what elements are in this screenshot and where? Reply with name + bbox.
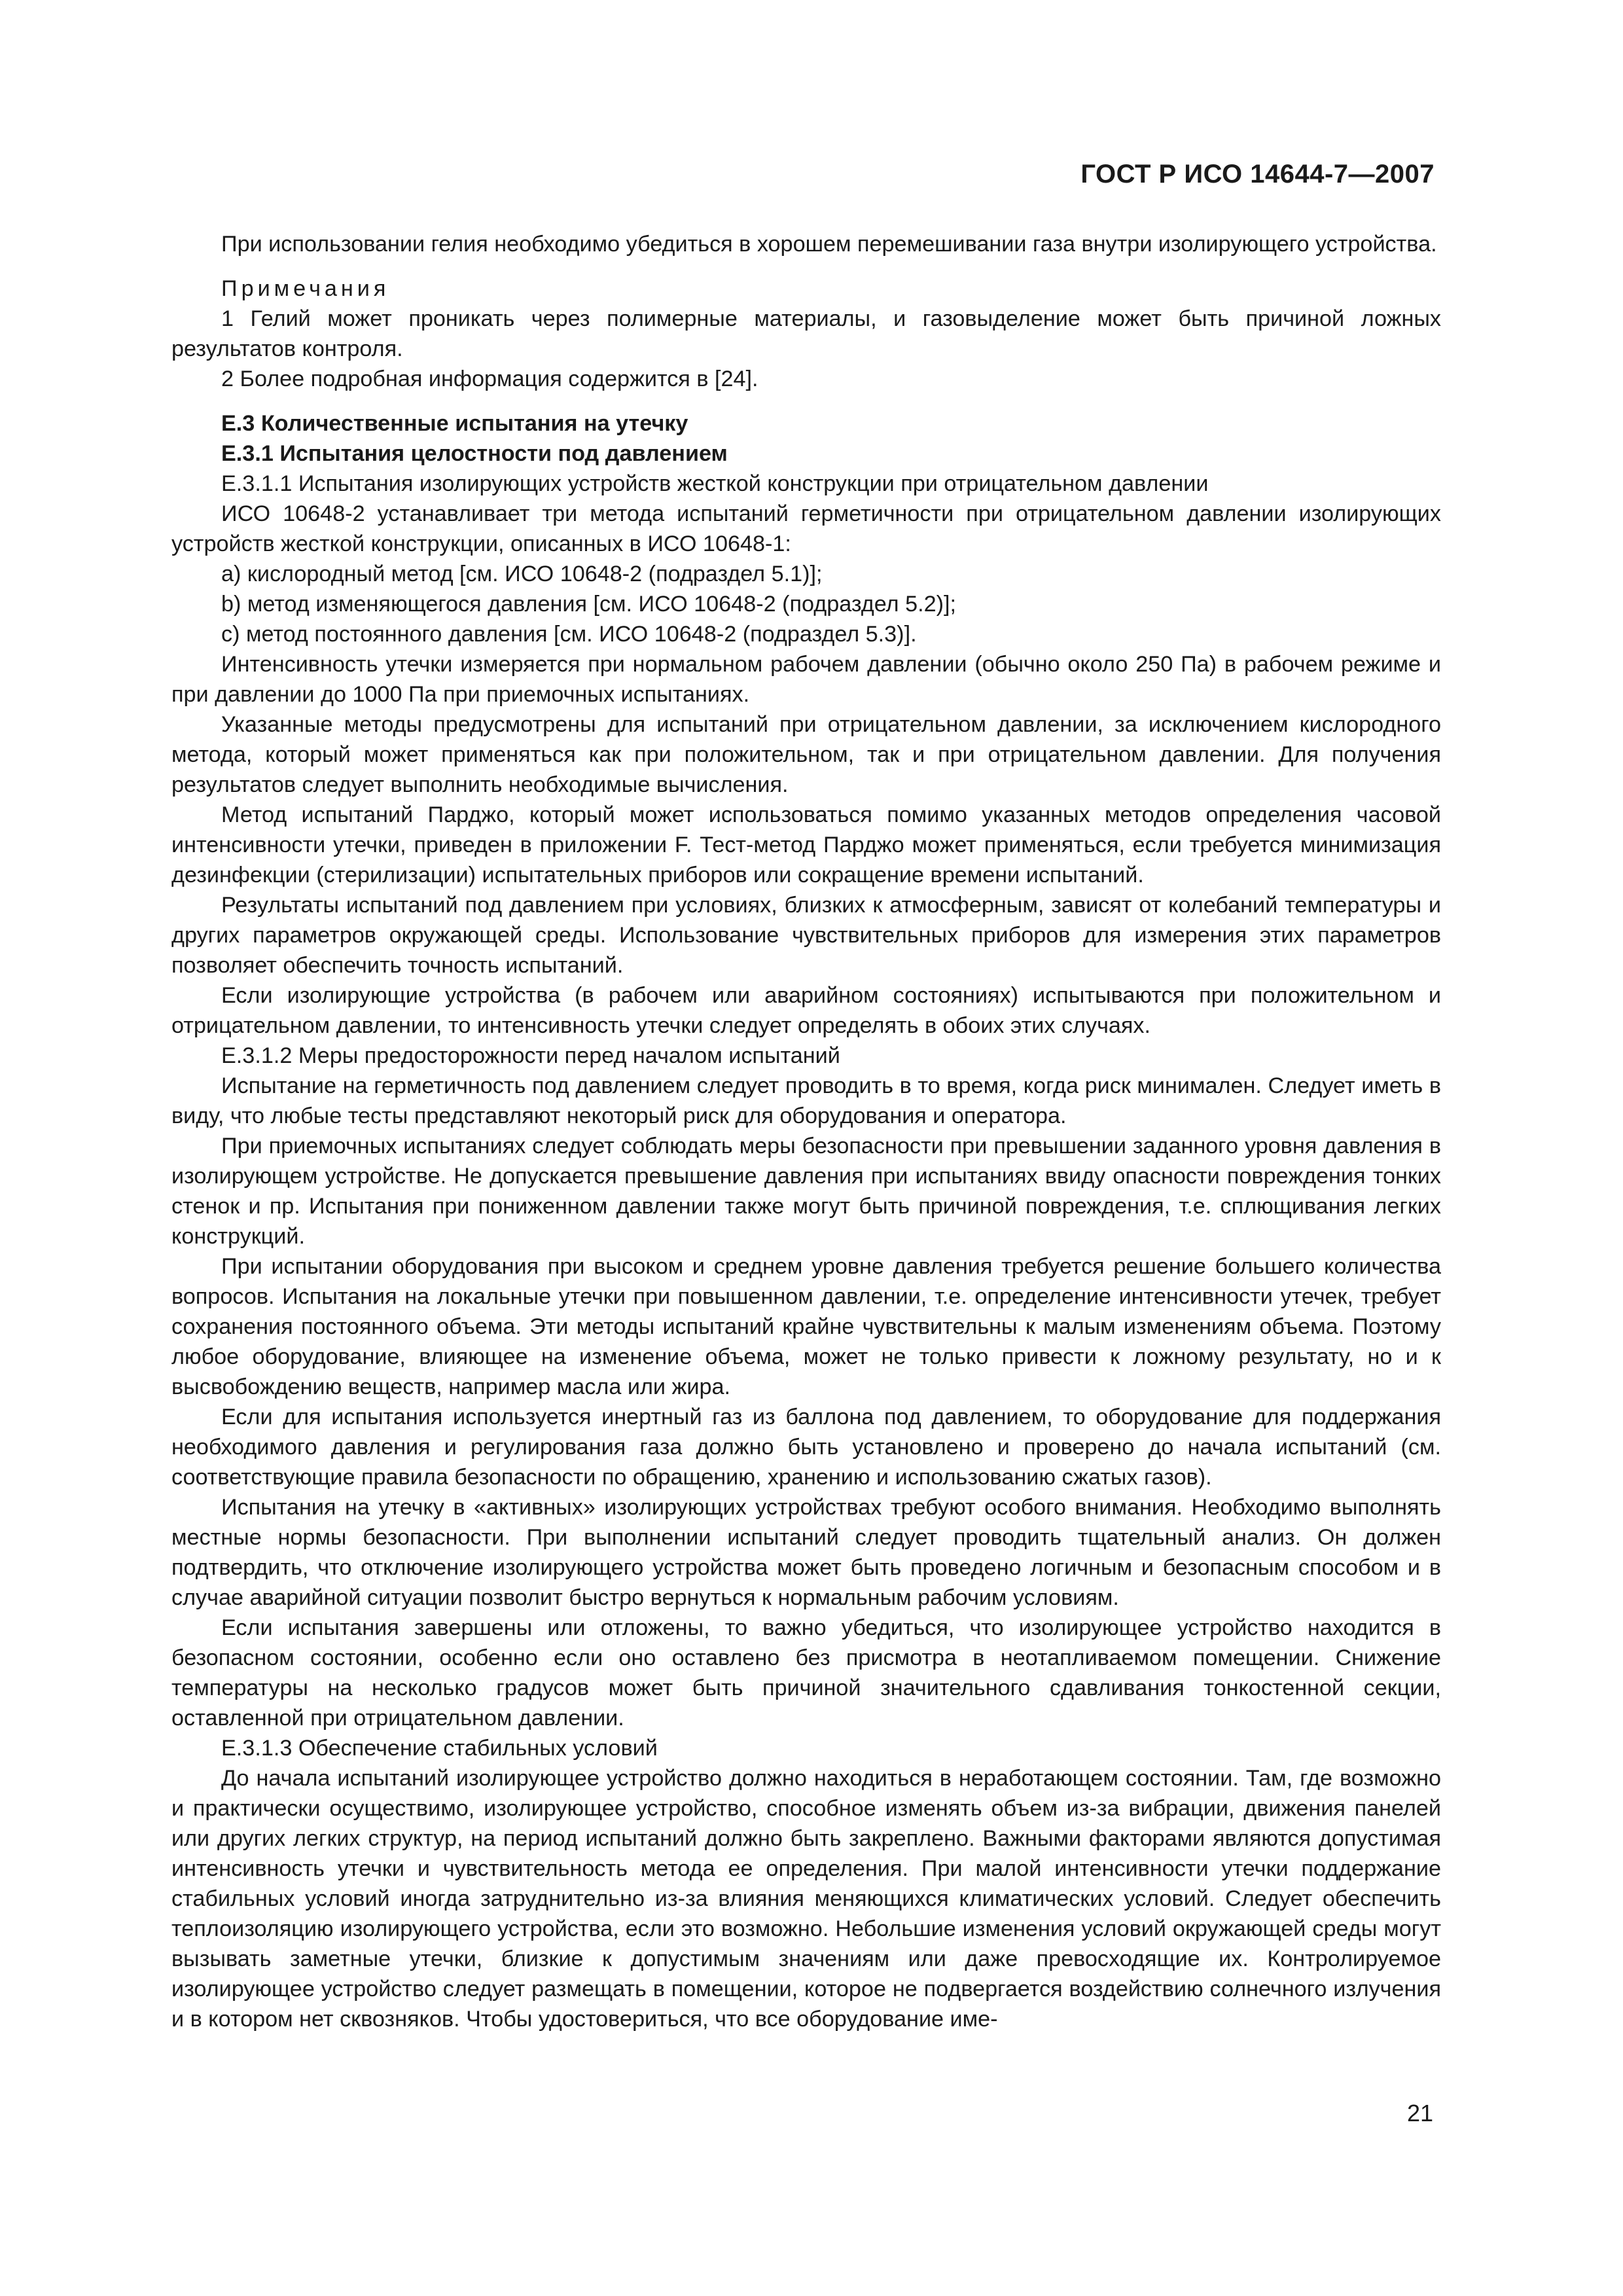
paragraph: Результаты испытаний под давлением при условиях, близких к атмосферным, зависят от колебаний температуры и других параметров окружающей среды. Использование чувствительных приборов для измерения этих параметров позволяет обеспечить точность испытаний. — [171, 893, 1441, 978]
clause-heading: Е.3.1.3 Обеспечение стабильных условий — [221, 1736, 658, 1761]
standard-code-header: ГОСТ Р ИСО 14644-7—2007 — [1080, 160, 1435, 188]
paragraph: При испытании оборудования при высоком и среднем уровне давления требуется решение большего количества вопросов. Испытания на локальные утечки при повышенном давлении, т.е. определение интенсивности утечек, требует сохранения постоянного объема. Эти методы испытаний крайне чувствительны к малым изменениям объема. Поэтому любое оборудование, влияющее на изменение объема, может не только привести к ложному результату, но и к высвобождению веществ, например масла или жира. — [171, 1254, 1441, 1399]
paragraph: Метод испытаний Парджо, который может использоваться помимо указанных методов определения часовой интенсивности утечки, приведен в приложении F. Тест-метод Парджо может применяться, если требуется минимизация дезинфекции (стерилизации) испытательных приборов или сокращение времени испытаний. — [171, 802, 1441, 888]
list-item: b) метод изменяющегося давления [см. ИСО 10648-2 (подраздел 5.2)]; — [221, 592, 956, 617]
note-item: 1 Гелий может проникать через полимерные материалы, и газовыделение может быть причиной ложных результатов контроля. — [171, 306, 1441, 361]
page-number: 21 — [1406, 2100, 1433, 2126]
document-body — [171, 229, 1441, 2034]
paragraph: Если изолирующие устройства (в рабочем или аварийном состояниях) испытываются при положительном и отрицательном давлении, то интенсивность утечки следует определять в обоих этих случаях. — [171, 983, 1441, 1038]
section-heading: Е.3 Количественные испытания на утечку — [221, 411, 688, 436]
paragraph: При приемочных испытаниях следует соблюдать меры безопасности при превышении заданного уровня давления в изолирующем устройстве. Не допускается превышение давления при испытаниях ввиду опасности повреждения тонких стенок и пр. Испытания при пониженном давлении также могут быть причиной повреждения, т.е. сплющивания легких конструкций. — [171, 1134, 1441, 1249]
paragraph: До начала испытаний изолирующее устройство должно находиться в неработающем состоянии. Там, где возможно и практически осуществимо, изолирующее устройство, способное изменять объем из-за вибрации, движения панелей или других легких структур, на период испытаний должно быть закреплено. Важными факторами являются допустимая интенсивность утечки и чувствительность метода ее определения. При малой интенсивности утечки поддержание стабильных условий иногда затруднительно из-за влияния меняющихся климатических условий. Следует обеспечить теплоизоляцию изолирующего устройства, если это возможно. Небольшие изменения условий окружающей среды могут вызывать заметные утечки, близкие к допустимым значениям или даже превосходящие их. Контролируемое изолирующее устройство следует размещать в помещении, которое не подвергается воздействию солнечного излучения и в котором нет сквозняков. Чтобы удостовериться, что все оборудование име- — [171, 1766, 1441, 2032]
paragraph: Интенсивность утечки измеряется при нормальном рабочем давлении (обычно около 250 Па) в рабочем режиме и при давлении до 1000 Па при приемочных испытаниях. — [171, 652, 1441, 707]
list-item: c) метод постоянного давления [см. ИСО 10648-2 (подраздел 5.3)]. — [221, 622, 917, 647]
paragraph: При использовании гелия необходимо убедиться в хорошем перемешивании газа внутри изолирующего устройства. — [221, 232, 1437, 257]
clause-heading: Е.3.1.2 Меры предосторожности перед началом испытаний — [221, 1043, 840, 1068]
list-item: a) кислородный метод [см. ИСО 10648-2 (подраздел 5.1)]; — [221, 562, 823, 586]
notes-heading: Примечания — [221, 276, 390, 301]
paragraph: Испытание на герметичность под давлением следует проводить в то время, когда риск минимален. Следует иметь в виду, что любые тесты представляют некоторый риск для оборудования и оператора. — [171, 1073, 1441, 1128]
subsection-heading: Е.3.1 Испытания целостности под давлением — [221, 441, 728, 466]
paragraph: Если для испытания используется инертный газ из баллона под давлением, то оборудование для поддержания необходимого давления и регулирования газа должно быть установлено и проверено до начала испытаний (см. соответствующие правила безопасности по обращению, хранению и использованию сжатых газов). — [171, 1405, 1441, 1490]
paragraph: Указанные методы предусмотрены для испытаний при отрицательном давлении, за исключением кислородного метода, который может применяться как при положительном, так и при отрицательном давлении. Для получения результатов следует выполнить необходимые вычисления. — [171, 712, 1441, 797]
clause-heading: Е.3.1.1 Испытания изолирующих устройств жесткой конструкции при отрицательном давлении — [221, 471, 1209, 496]
paragraph: Испытания на утечку в «активных» изолирующих устройствах требуют особого внимания. Необходимо выполнять местные нормы безопасности. При выполнении испытаний следует проводить тщательный анализ. Он должен подтвердить, что отключение изолирующего устройства может быть проведено логичным и безопасным способом и в случае аварийной ситуации позволит быстро вернуться к нормальным рабочим условиям. — [171, 1495, 1441, 1610]
note-item: 2 Более подробная информация содержится в [24]. — [221, 367, 758, 391]
paragraph: ИСО 10648-2 устанавливает три метода испытаний герметичности при отрицательном давлении изолирующих устройств жесткой конструкции, описанных в ИСО 10648-1: — [171, 501, 1441, 556]
paragraph: Если испытания завершены или отложены, то важно убедиться, что изолирующее устройство находится в безопасном состоянии, особенно если оно оставлено без присмотра в неотапливаемом помещении. Снижение температуры на несколько градусов может быть причиной значительного сдавливания тонкостенной секции, оставленной при отрицательном давлении. — [171, 1615, 1441, 1731]
